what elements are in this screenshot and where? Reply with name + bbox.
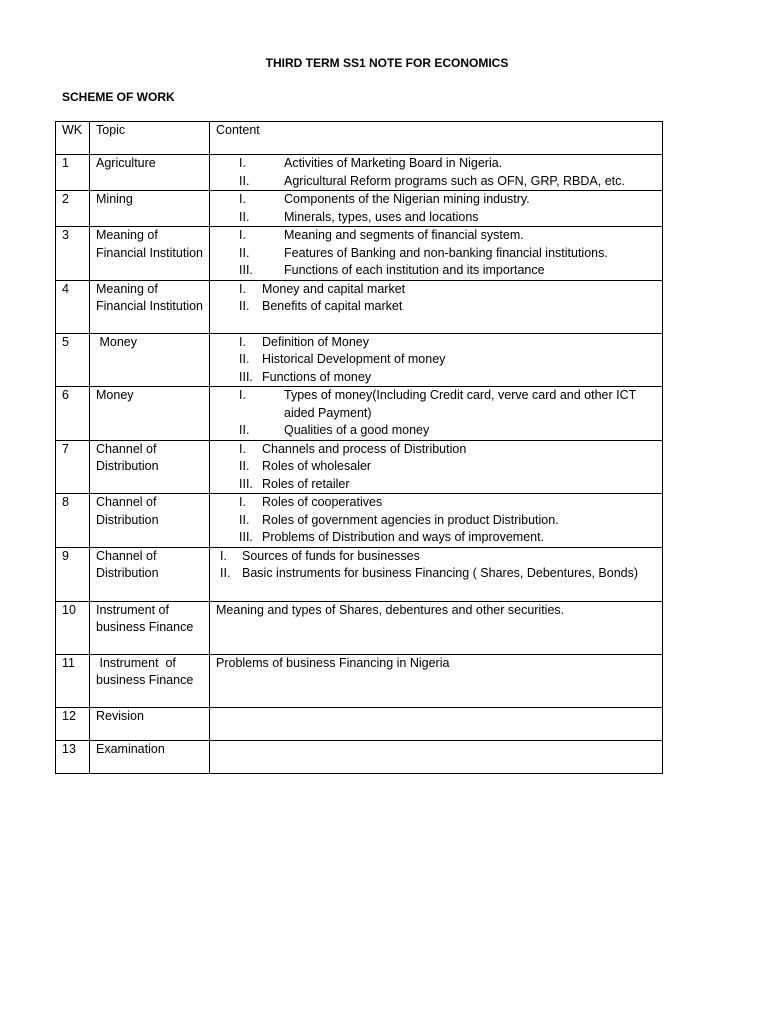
list-item: [216, 155, 662, 173]
table-row: [56, 601, 663, 654]
list-item-number: I.: [239, 228, 246, 242]
list-item-number: II.: [239, 512, 250, 527]
content-cell: [210, 155, 663, 191]
list-item-text: Activities of Marketing Board in Nigeria.: [284, 156, 503, 170]
content-cell: [210, 494, 663, 548]
list-item-text: Money and capital market: [262, 281, 406, 296]
week-cell: 7: [56, 440, 90, 494]
header-topic: Topic: [90, 122, 210, 155]
list-item: [216, 191, 662, 209]
list-item-number: I.: [239, 334, 246, 349]
list-item-number: I.: [239, 281, 246, 296]
list-item: [216, 494, 662, 512]
list-item-text: Benefits of capital market: [262, 299, 403, 313]
topic-cell: Instrument of business Finance: [90, 654, 210, 707]
content-cell: [210, 333, 663, 387]
week-cell: 1: [56, 155, 90, 191]
content-list: [216, 191, 662, 226]
table-row: [56, 191, 663, 227]
list-item-number: I.: [239, 192, 246, 206]
topic-cell: Instrument of business Finance: [90, 601, 210, 654]
table-row: [56, 227, 663, 281]
topic-cell: Mining: [90, 191, 210, 227]
week-cell: 4: [56, 280, 90, 333]
list-item-number: II.: [220, 566, 231, 580]
content-list: [216, 494, 662, 547]
week-cell: 8: [56, 494, 90, 548]
table-row: [56, 387, 663, 441]
list-item-number: II.: [239, 173, 250, 188]
list-item: [216, 369, 662, 387]
list-item: [216, 334, 662, 352]
list-item-number: I.: [239, 441, 246, 456]
content-cell: [210, 280, 663, 333]
list-item-text: Roles of retailer: [262, 476, 350, 491]
content-list: [216, 227, 662, 280]
table-row: [56, 494, 663, 548]
list-item-number: I.: [239, 495, 246, 509]
list-item-text: Meaning and segments of financial system.: [284, 228, 524, 242]
list-item: [216, 422, 662, 440]
content-cell: [210, 387, 663, 441]
list-item-text: Components of the Nigerian mining industry.: [284, 192, 530, 206]
list-item-text: Types of money(Including Credit card, verve card and other ICT aided Payment): [284, 388, 637, 420]
list-item-number: II.: [239, 352, 250, 366]
list-item: [216, 281, 662, 299]
content-list: [216, 281, 662, 316]
week-cell: 13: [56, 740, 90, 773]
week-cell: 10: [56, 601, 90, 654]
list-item-text: Minerals, types, uses and locations: [284, 209, 479, 224]
table-row: [56, 333, 663, 387]
list-item-text: Sources of funds for businesses: [242, 548, 420, 563]
week-cell: 3: [56, 227, 90, 281]
list-item-text: Functions of money: [262, 369, 372, 384]
content-cell: [210, 227, 663, 281]
topic-cell: Revision: [90, 707, 210, 740]
list-item-text: Qualities of a good money: [284, 423, 430, 437]
table-row: [56, 654, 663, 707]
list-item-text: Historical Development of money: [262, 352, 446, 366]
list-item-text: Basic instruments for business Financing ( Shares, Debentures, Bonds): [242, 566, 639, 580]
list-item: [216, 476, 662, 494]
list-item-text: Agricultural Reform programs such as OFN, GRP, RBDA, etc.: [284, 173, 625, 188]
week-cell: 6: [56, 387, 90, 441]
list-item-text: Definition of Money: [262, 334, 370, 349]
list-item-number: I.: [220, 548, 227, 563]
topic-cell: Agriculture: [90, 155, 210, 191]
scheme-of-work-table: [55, 121, 663, 774]
list-item-text: Roles of government agencies in product Distribution.: [262, 512, 559, 527]
content-list: [216, 387, 662, 440]
list-item-number: III.: [239, 263, 253, 277]
topic-cell: Meaning of Financial Institution: [90, 280, 210, 333]
list-item: [216, 458, 662, 476]
list-item-number: I.: [239, 388, 246, 402]
list-item: [216, 298, 662, 316]
topic-cell: Channel of Distribution: [90, 440, 210, 494]
content-cell: Problems of business Financing in Nigeria: [210, 654, 663, 707]
list-item: [216, 227, 662, 245]
list-item-number: II.: [239, 245, 250, 260]
document-title: THIRD TERM SS1 NOTE FOR ECONOMICS: [265, 56, 509, 70]
week-cell: 9: [56, 547, 90, 601]
content-cell: [210, 547, 663, 601]
list-item-text: Features of Banking and non-banking financial institutions.: [284, 245, 608, 260]
list-item-text: Channels and process of Distribution: [262, 441, 467, 456]
week-cell: 2: [56, 191, 90, 227]
content-list: [216, 548, 662, 583]
table-row: [56, 547, 663, 601]
list-item: [216, 351, 662, 369]
content-list: [216, 441, 662, 494]
content-cell: [210, 740, 663, 773]
table-row: [56, 440, 663, 494]
list-item-number: II.: [239, 299, 250, 313]
topic-cell: Channel of Distribution: [90, 547, 210, 601]
topic-cell: Meaning of Financial Institution: [90, 227, 210, 281]
list-item-number: II.: [239, 459, 250, 473]
content-list: [216, 155, 662, 190]
list-item-number: III.: [239, 369, 253, 384]
list-item-number: II.: [239, 423, 250, 437]
week-cell: 11: [56, 654, 90, 707]
list-item: [216, 387, 662, 422]
topic-cell: Channel of Distribution: [90, 494, 210, 548]
week-cell: 5: [56, 333, 90, 387]
table-row: [56, 155, 663, 191]
header-content: Content: [210, 122, 663, 155]
list-item: [216, 441, 662, 459]
table-row: [56, 740, 663, 773]
topic-cell: Examination: [90, 740, 210, 773]
list-item: [216, 512, 662, 530]
table-row: [56, 707, 663, 740]
table-header-row: [56, 122, 663, 155]
list-item-text: Functions of each institution and its importance: [284, 263, 545, 277]
table-row: [56, 280, 663, 333]
list-item-number: III.: [239, 530, 253, 544]
list-item-number: III.: [239, 476, 253, 491]
content-cell: [210, 191, 663, 227]
document-subtitle: SCHEME OF WORK: [62, 90, 175, 104]
content-list: [216, 334, 662, 387]
topic-cell: Money: [90, 333, 210, 387]
content-cell: Meaning and types of Shares, debentures and other securities.: [210, 601, 663, 654]
list-item-text: Roles of wholesaler: [262, 459, 372, 473]
list-item: [216, 548, 662, 566]
table-body: [56, 155, 663, 774]
list-item: [216, 245, 662, 263]
list-item: [216, 173, 662, 191]
list-item-text: Problems of Distribution and ways of improvement.: [262, 530, 545, 544]
header-wk: WK: [56, 122, 90, 155]
list-item: [216, 209, 662, 227]
list-item: [216, 262, 662, 280]
topic-cell: Money: [90, 387, 210, 441]
list-item-number: I.: [239, 156, 246, 170]
list-item-text: Roles of cooperatives: [262, 495, 383, 509]
content-cell: [210, 440, 663, 494]
week-cell: 12: [56, 707, 90, 740]
list-item: [216, 529, 662, 547]
list-item-number: II.: [239, 209, 250, 224]
list-item: [216, 565, 662, 583]
content-cell: [210, 707, 663, 740]
